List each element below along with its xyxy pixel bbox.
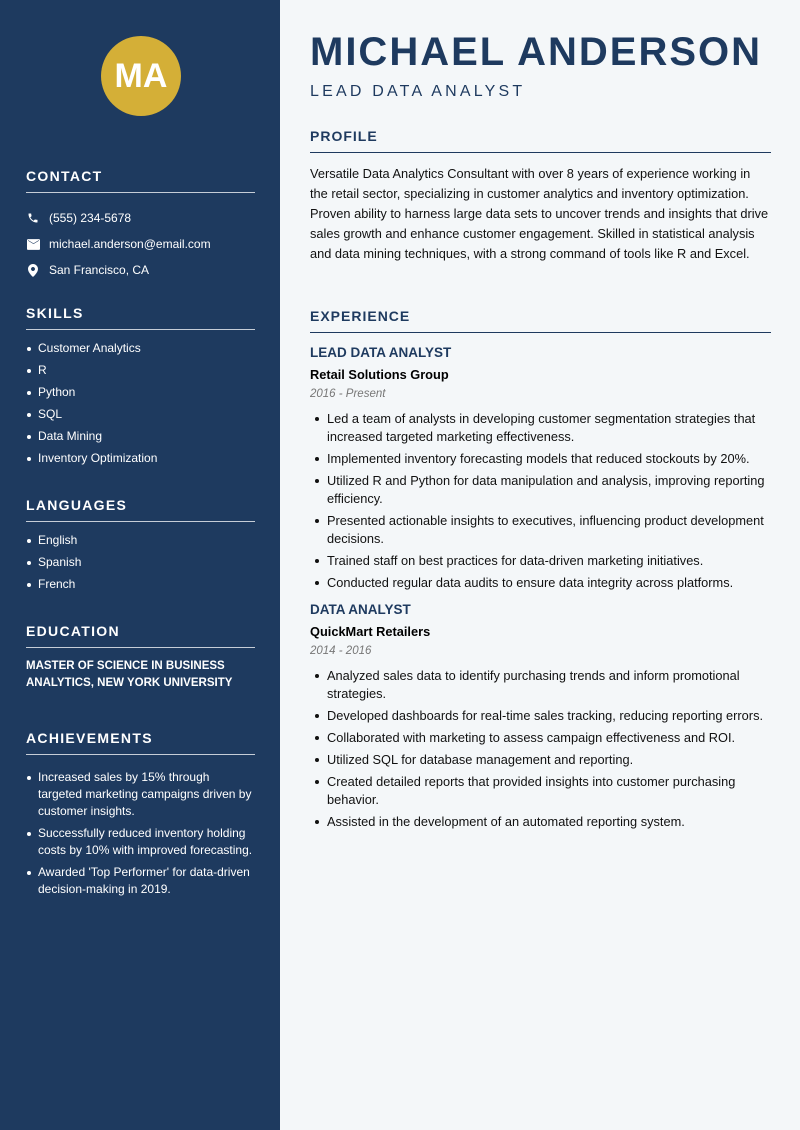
achievement-item: Increased sales by 15% through targeted marketing campaigns driven by customer insights. <box>26 769 255 820</box>
profile-title: PROFILE <box>310 128 771 153</box>
job-title: DATA ANALYST <box>310 602 411 617</box>
education-title: EDUCATION <box>26 623 255 648</box>
job-bullet: Conducted regular data audits to ensure data integrity across platforms. <box>327 574 771 592</box>
phone-text: (555) 234-5678 <box>49 211 132 225</box>
job-title: LEAD DATA ANALYST <box>310 345 452 360</box>
experience-section <box>310 308 771 835</box>
company-name: QuickMart Retailers <box>310 624 431 639</box>
skill-item: Inventory Optimization <box>26 450 255 467</box>
contact-title: CONTACT <box>26 168 255 193</box>
achievements-list <box>26 769 255 898</box>
job-entry <box>310 345 771 592</box>
contact-section <box>26 168 255 283</box>
person-name: MICHAEL ANDERSON <box>310 30 763 74</box>
contact-item-email <box>26 231 255 257</box>
job-bullet: Collaborated with marketing to assess campaign effectiveness and ROI. <box>327 729 771 747</box>
skills-list <box>26 340 255 467</box>
job-bullet: Created detailed reports that provided insights into customer purchasing behavior. <box>327 773 771 809</box>
job-bullet: Presented actionable insights to executives, influencing product development decisions. <box>327 512 771 548</box>
achievements-title: ACHIEVEMENTS <box>26 730 255 755</box>
phone-icon <box>26 211 40 225</box>
job-bullet: Led a team of analysts in developing customer segmentation strategies that increased targeted marketing effectiveness. <box>327 410 771 446</box>
main-content <box>280 0 800 1130</box>
contact-item-phone <box>26 205 255 231</box>
languages-list <box>26 532 255 593</box>
job-bullet: Analyzed sales data to identify purchasing trends and inform promotional strategies. <box>327 667 771 703</box>
avatar: MA <box>101 36 181 116</box>
job-bullets <box>310 410 771 592</box>
contact-list <box>26 205 255 283</box>
contact-item-location <box>26 257 255 283</box>
location-text: San Francisco, CA <box>49 263 150 277</box>
job-bullet: Developed dashboards for real-time sales tracking, reducing reporting errors. <box>327 707 771 725</box>
person-role: LEAD DATA ANALYST <box>310 83 526 100</box>
job-dates: 2016 - Present <box>310 388 386 400</box>
achievement-item: Successfully reduced inventory holding costs by 10% with improved forecasting. <box>26 825 255 859</box>
sidebar <box>0 0 280 1130</box>
job-dates: 2014 - 2016 <box>310 645 372 657</box>
profile-text: Versatile Data Analytics Consultant with over 8 years of experience working in the retail sector, specializing in customer analytics and inventory optimization. Proven ability to harness large data sets to uncover trends and insights that drive sales growth and enhance customer engagement. Skilled in statistical analysis and data mining techniques, with a strong command of tools like R and Excel. <box>310 166 769 261</box>
email-icon <box>26 237 40 251</box>
profile-section <box>310 128 771 264</box>
achievements-section <box>26 730 255 903</box>
language-item: French <box>26 576 255 593</box>
job-bullet: Trained staff on best practices for data-driven marketing initiatives. <box>327 552 771 570</box>
job-bullet: Implemented inventory forecasting models that reduced stockouts by 20%. <box>327 450 771 468</box>
email-text: michael.anderson@email.com <box>49 237 211 251</box>
language-item: Spanish <box>26 554 255 571</box>
languages-section <box>26 497 255 598</box>
job-bullet: Utilized SQL for database management and reporting. <box>327 751 771 769</box>
education-section <box>26 623 255 692</box>
skills-title: SKILLS <box>26 305 255 330</box>
skill-item: Data Mining <box>26 428 255 445</box>
skill-item: SQL <box>26 406 255 423</box>
company-name: Retail Solutions Group <box>310 367 449 382</box>
location-pin-icon <box>26 263 40 277</box>
job-bullets <box>310 667 771 831</box>
languages-title: LANGUAGES <box>26 497 255 522</box>
education-degree: MASTER OF SCIENCE IN BUSINESS ANALYTICS, NEW YORK UNIVERSITY <box>26 660 233 689</box>
experience-title: EXPERIENCE <box>310 308 771 333</box>
skills-section <box>26 305 255 472</box>
skill-item: R <box>26 362 255 379</box>
language-item: English <box>26 532 255 549</box>
job-entry <box>310 602 771 831</box>
skill-item: Python <box>26 384 255 401</box>
job-bullet: Utilized R and Python for data manipulation and analysis, improving reporting efficiency. <box>327 472 771 508</box>
skill-item: Customer Analytics <box>26 340 255 357</box>
achievement-item: Awarded 'Top Performer' for data-driven decision-making in 2019. <box>26 864 255 898</box>
job-bullet: Assisted in the development of an automated reporting system. <box>327 813 771 831</box>
